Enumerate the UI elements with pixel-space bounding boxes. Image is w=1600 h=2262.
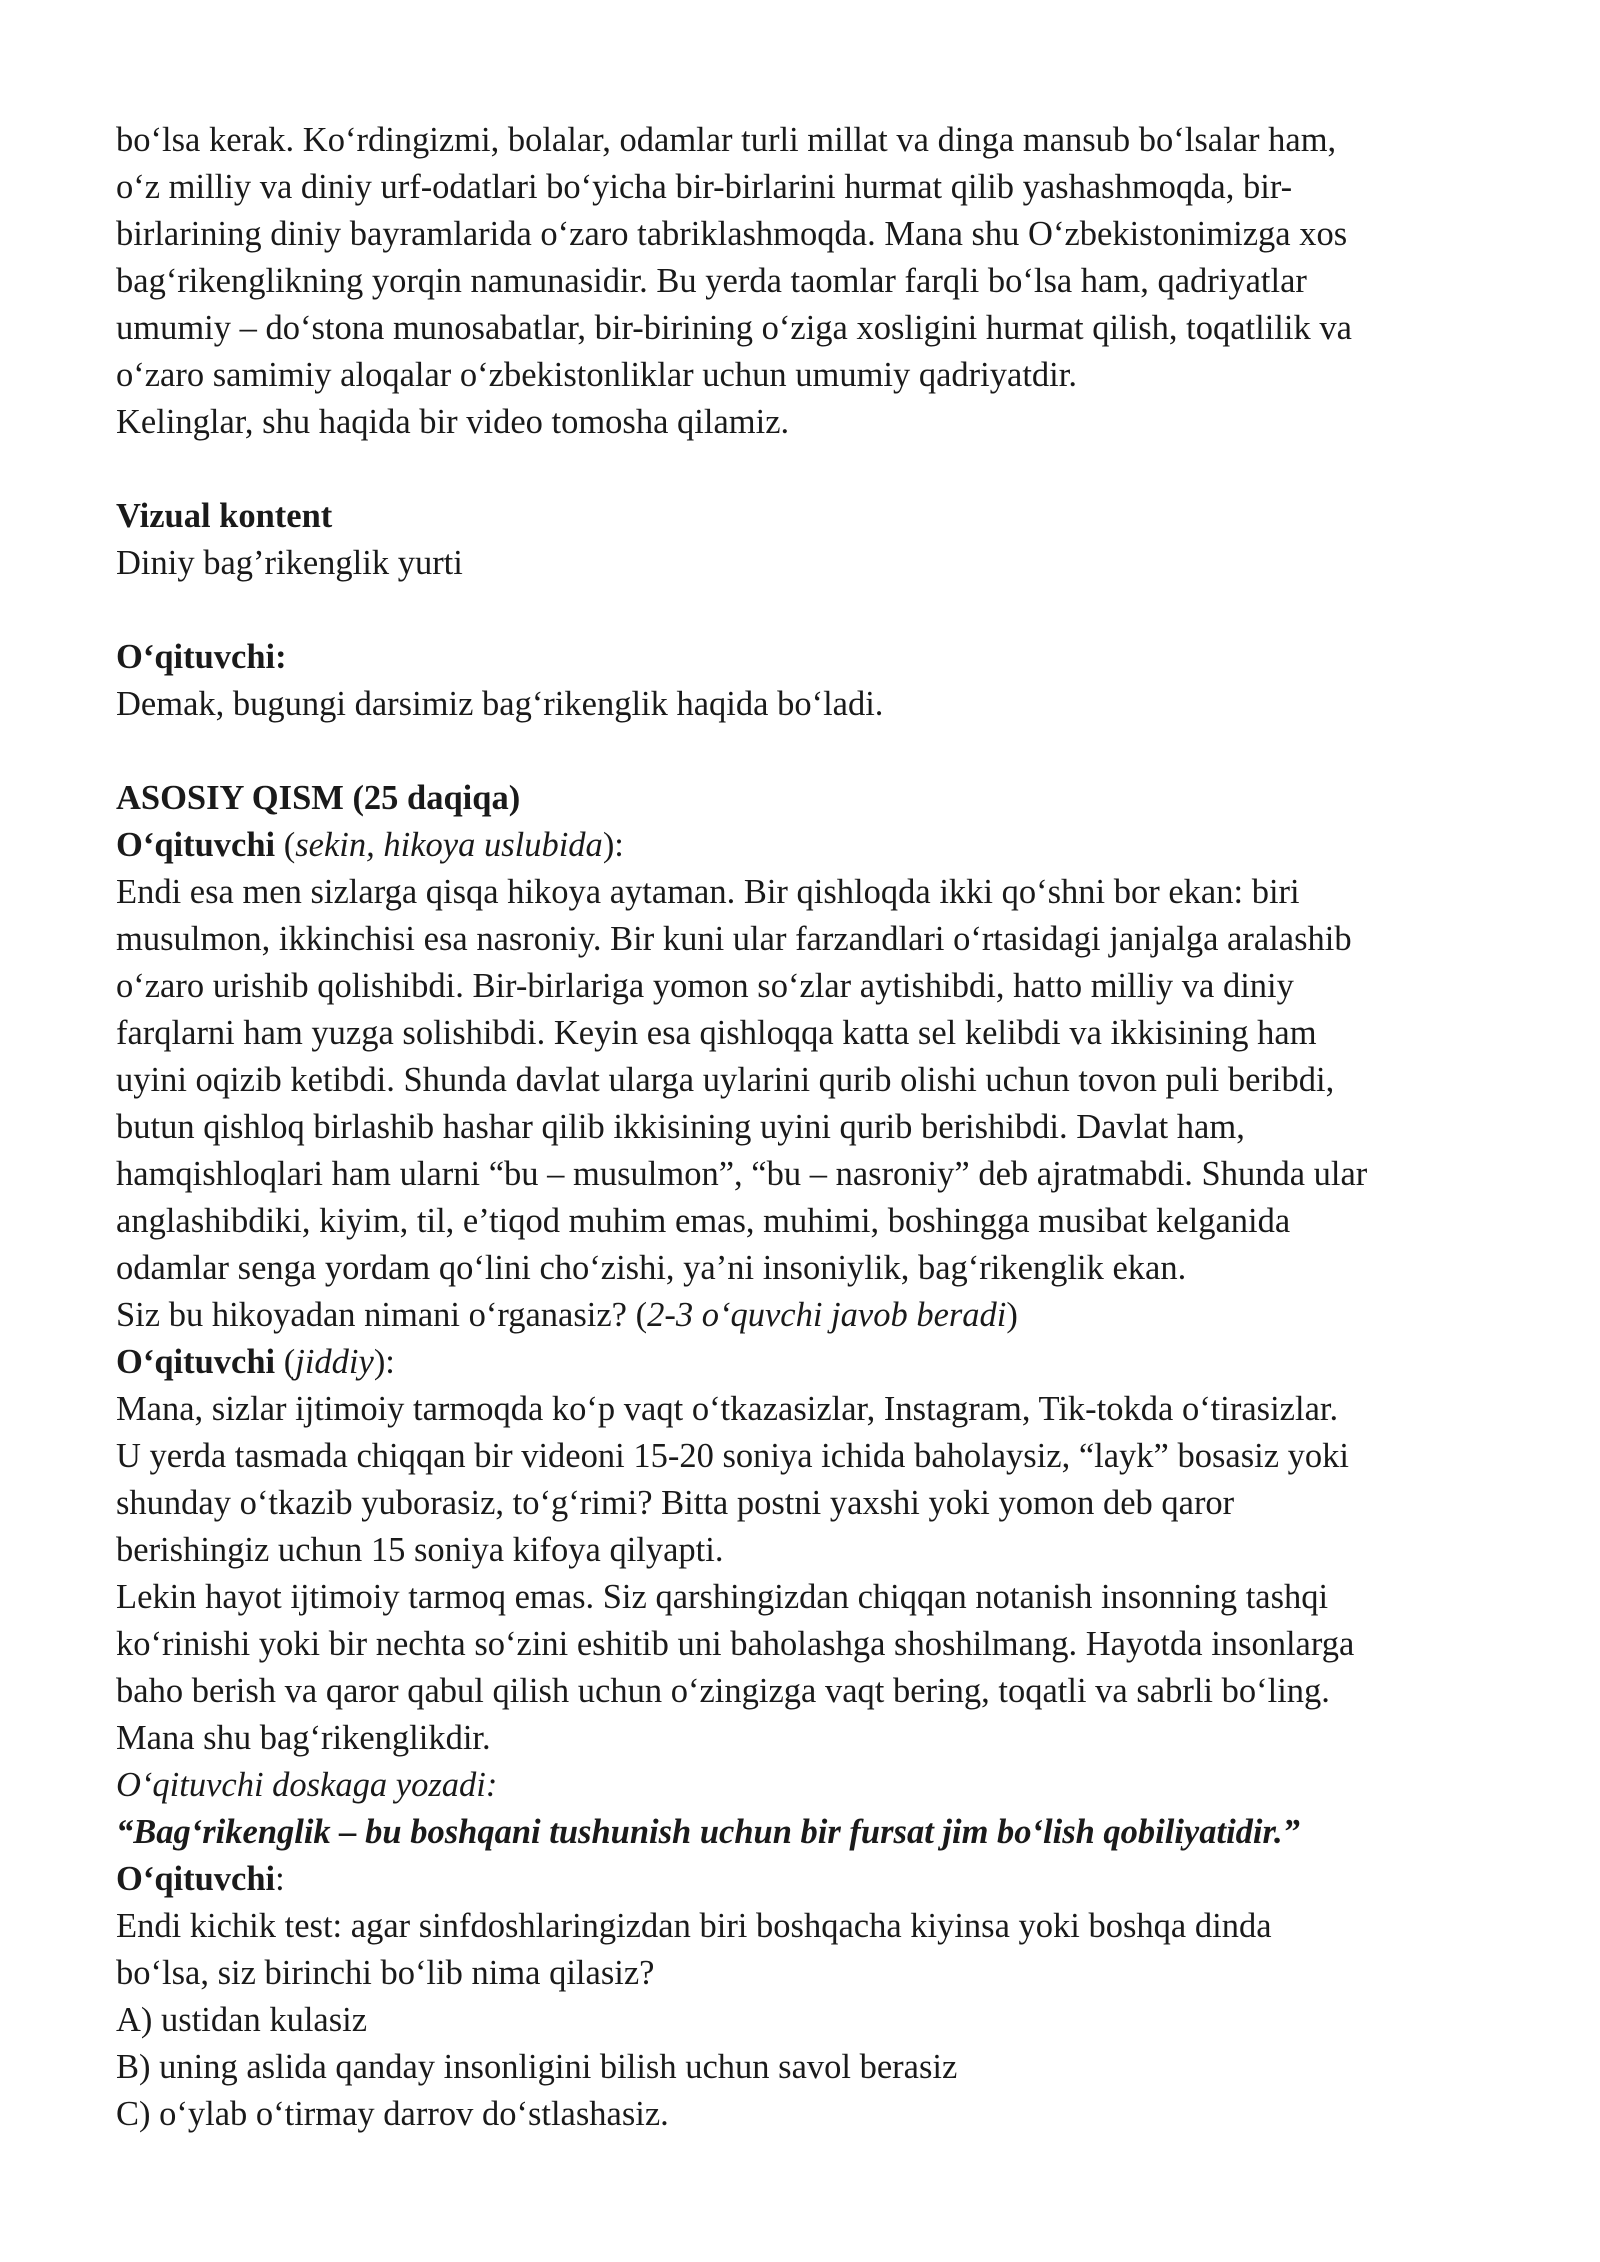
- question-note: 2-3 o‘quvchi javob beradi: [647, 1296, 1007, 1334]
- speaker-line: [116, 822, 1500, 869]
- text-line: o‘z milliy va diniy urf-odatlari bo‘yicha bir-birlarini hurmat qilib yashashmoqda, bir-: [116, 168, 1293, 206]
- main-section: [116, 775, 1500, 1339]
- text-line: musulmon, ikkinchisi esa nasroniy. Bir kuni ular farzandlari o‘rtasidagi janjalga aralashib: [116, 920, 1352, 958]
- text-line: ko‘rinishi yoki bir nechta so‘zini eshitib uni baholashga shoshilmang. Hayotda insonlarga: [116, 1625, 1355, 1663]
- teacher-remark-1: [116, 634, 1500, 728]
- text-line: Kelinglar, shu haqida bir video tomosha qilamiz.: [116, 403, 790, 441]
- speaker-line: [116, 1339, 1500, 1386]
- board-quote: “Bag‘rikenglik – bu boshqani tushunish uchun bir fursat jim bo‘lish qobiliyatidir.”: [116, 1813, 1300, 1851]
- answer-option: B) uning aslida qanday insonligini bilish uchun savol berasiz: [116, 2048, 958, 2086]
- punctuation: (: [275, 826, 296, 864]
- text-line: anglashibdiki, kiyim, til, e’tiqod muhim emas, muhimi, boshingga musibat kelganida: [116, 1202, 1291, 1240]
- question-line: [116, 1292, 1500, 1339]
- text-line: Mana shu bag‘rikenglikdir.: [116, 1719, 491, 1757]
- punctuation: :: [275, 1860, 285, 1898]
- teacher-remark-2: [116, 1339, 1500, 1856]
- speaker-line: [116, 1856, 1500, 1903]
- text-line: Mana, sizlar ijtimoiy tarmoqda ko‘p vaqt o‘tkazasizlar, Instagram, Tik-tokda o‘tirasizlar.: [116, 1390, 1339, 1428]
- text-line: Endi esa men sizlarga qisqa hikoya aytaman. Bir qishloqda ikki qo‘shni bor ekan: biri: [116, 873, 1300, 911]
- speaker-note: sekin, hikoya uslubida: [295, 826, 603, 864]
- text-line: bag‘rikenglikning yorqin namunasidir. Bu yerda taomlar farqli bo‘lsa ham, qadriyatlar: [116, 262, 1307, 300]
- text-line: bo‘lsa, siz birinchi bo‘lib nima qilasiz?: [116, 1954, 655, 1992]
- speaker-label: O‘qituvchi:: [116, 638, 287, 676]
- teacher-remark-3: [116, 1856, 1500, 2138]
- text-line: umumiy – do‘stona munosabatlar, bir-birining o‘ziga xosligini hurmat qilish, toqatlilik va: [116, 309, 1352, 347]
- board-note: O‘qituvchi doskaga yozadi:: [116, 1766, 498, 1804]
- punctuation: (: [275, 1343, 296, 1381]
- speaker-label: O‘qituvchi: [116, 1860, 276, 1898]
- text-line: berishingiz uchun 15 soniya kifoya qilyapti.: [116, 1531, 724, 1569]
- text-line: hamqishloqlari ham ularni “bu – musulmon”, “bu – nasroniy” deb ajratmabdi. Shunda ular: [116, 1155, 1368, 1193]
- text-line: birlarining diniy bayramlarida o‘zaro tabriklashmoqda. Mana shu O‘zbekistonimizga xos: [116, 215, 1348, 253]
- punctuation: ):: [373, 1343, 395, 1381]
- text-line: Diniy bag’rikenglik yurti: [116, 544, 463, 582]
- text-line: baho berish va qaror qabul qilish uchun o‘zingizga vaqt bering, toqatli va sabrli bo‘ling.: [116, 1672, 1330, 1710]
- answer-option: A) ustidan kulasiz: [116, 2001, 368, 2039]
- intro-paragraph: [116, 117, 1500, 446]
- text-line: Lekin hayot ijtimoiy tarmoq emas. Siz qarshingizdan chiqqan notanish insonning tashqi: [116, 1578, 1329, 1616]
- text-line: o‘zaro urishib qolishibdi. Bir-birlariga yomon so‘zlar aytishibdi, hatto milliy va diniy: [116, 967, 1294, 1005]
- text-line: uyini oqizib ketibdi. Shunda davlat ularga uylarini qurib olishi uchun tovon puli beribdi,: [116, 1061, 1335, 1099]
- visual-content-section: [116, 493, 1500, 587]
- spacer: [116, 446, 1500, 493]
- answer-option: C) o‘ylab o‘tirmay darrov do‘stlashasiz.: [116, 2095, 669, 2133]
- punctuation: ): [1006, 1296, 1018, 1334]
- text-line: odamlar senga yordam qo‘lini cho‘zishi, ya’ni insoniylik, bag‘rikenglik ekan.: [116, 1249, 1187, 1287]
- text-line: U yerda tasmada chiqqan bir videoni 15-20 soniya ichida baholaysiz, “layk” bosasiz yoki: [116, 1437, 1350, 1475]
- section-heading: Vizual kontent: [116, 497, 333, 535]
- text-line: Demak, bugungi darsimiz bag‘rikenglik haqida bo‘ladi.: [116, 685, 884, 723]
- section-heading: ASOSIY QISM (25 daqiqa): [116, 779, 521, 817]
- spacer: [116, 587, 1500, 634]
- text-line: Endi kichik test: agar sinfdoshlaringizdan biri boshqacha kiyinsa yoki boshqa dinda: [116, 1907, 1272, 1945]
- text-line: o‘zaro samimiy aloqalar o‘zbekistonliklar uchun umumiy qadriyatdir.: [116, 356, 1077, 394]
- question-text: Siz bu hikoyadan nimani o‘rganasiz? (: [116, 1296, 648, 1334]
- text-line: farqlarni ham yuzga solishibdi. Keyin esa qishloqqa katta sel kelibdi va ikkisining ham: [116, 1014, 1317, 1052]
- spacer: [116, 728, 1500, 775]
- text-line: butun qishloq birlashib hashar qilib ikkisining uyini qurib berishibdi. Davlat ham,: [116, 1108, 1245, 1146]
- speaker-label: O‘qituvchi: [116, 1343, 276, 1381]
- text-line: shunday o‘tkazib yuborasiz, to‘g‘rimi? Bitta postni yaxshi yoki yomon deb qaror: [116, 1484, 1235, 1522]
- speaker-note: jiddiy: [295, 1343, 374, 1381]
- punctuation: ):: [602, 826, 624, 864]
- speaker-label: O‘qituvchi: [116, 826, 276, 864]
- text-line: bo‘lsa kerak. Ko‘rdingizmi, bolalar, odamlar turli millat va dinga mansub bo‘lsalar ham,: [116, 121, 1337, 159]
